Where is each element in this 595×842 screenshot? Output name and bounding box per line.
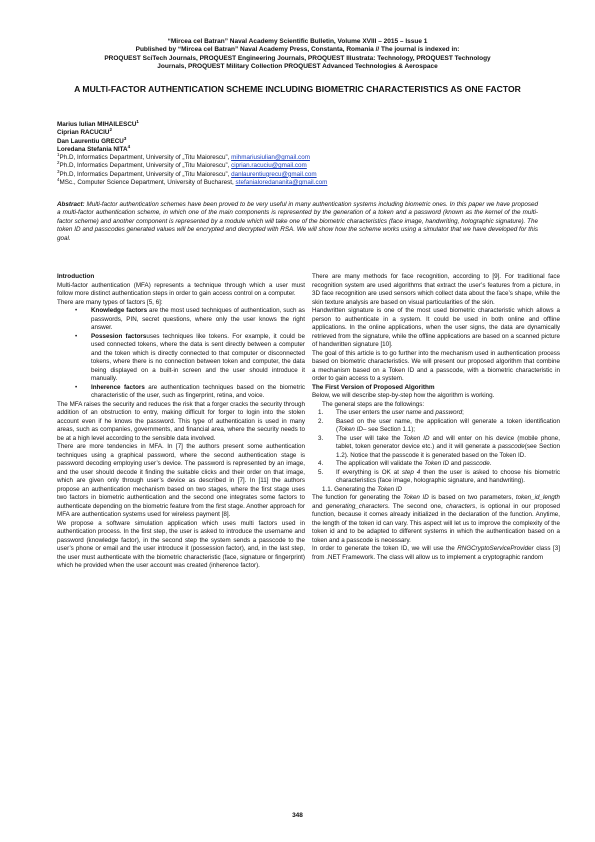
- paragraph: Handwritten signature is one of the most used biometric characteristic which allows a person to authenticate in a system. It could be used in both online and offline applications. In the online applications, when the user signs, the data are dynamically retrieved from the signature, while the offline applications are based on a scanned picture of handwritten signature [10].: [312, 307, 560, 348]
- paper-title: A MULTI-FACTOR AUTHENTICATION SCHEME INCLUDING BIOMETRIC CHARACTERISTICS AS ONE FACTOR: [74, 84, 521, 94]
- paragraph: The MFA raises the security and reduces the risk that a forger cracks the security through addition of an obstruction to entry, making difficult for forger to login into the stolen account even if he knows the password. This type of authentication is used in many areas, such as companies, governments, and financial area, where the security needs to be at a high level according to the sensible data involved.: [57, 400, 305, 442]
- section-heading: Introduction: [57, 273, 95, 280]
- right-column: [312, 273, 560, 562]
- author-name: Marius Iulian MIHAILESCU$^1$: [57, 118, 139, 128]
- paragraph: Multi-factor authentication (MFA) represents a technique through which a user must follow more distinct authentication steps in order to gain access control on a computer.: [57, 281, 305, 297]
- page-number: 348: [292, 812, 303, 819]
- bullet-item: • Possesion factorsuses techniques like tokens. For example, it could be used connected tokens, where the data is sent directly between a computer and the token which is directly connected to that computer or disconnected tokens, where there is no connection between token and computer, the data being displayed on a built-in screen and the user should introduce it manually.: [75, 332, 306, 382]
- paragraph: Below, we will describe step-by-step how the algorithm is working.: [312, 392, 495, 399]
- left-column: [57, 273, 305, 571]
- paragraph: There are many types of factors [5, 6]:: [57, 298, 163, 306]
- author-email-link[interactable]: mihmariusiulian@gmail.com: [231, 154, 310, 162]
- author-name: Dan Laurentiu GRECU$^3$: [57, 135, 127, 145]
- affiliation: $^2$Ph.D, Informatics Department, University of „Titu Maiorescu”, ciprian.racuciu@gmail.com: [57, 160, 307, 170]
- header-line-1: “Mircea cel Batran” Naval Academy Scientific Bulletin, Volume XVIII – 2015 – Issue 1: [167, 38, 428, 45]
- affiliation: $^3$Ph.D, Informatics Department, University of „Titu Maiorescu”, danlaurentiugrecu@gmail.com: [57, 168, 317, 178]
- paragraph: The function for generating the Token ID is based on two parameters, token_id_length and generating_characters. The second one, characters, is optional in our proposed function, because it comes already initialized in the declaration of the function. Anytime, the length of the token id can vary. This aspect will let us to improve the complexity of the token id and to be adapted to different systems in which the authentication based on a token and a passcode is necessary.: [312, 494, 560, 544]
- author-email-link[interactable]: ciprian.racuciu@gmail.com: [231, 162, 307, 170]
- step-item: 1. The user enters the user name and password;: [318, 409, 464, 416]
- paragraph: There are more tendencies in MFA. In [7] the authors present some authentication techniques using a graphical password, where the second authentication stage is password decoding employing user’s device. The password is represented by an image, and the user should decode it finding the suitable clicks and their order on that image, which are given only through user’s device as described in [7]. In [11] the authors propose an authentication mechanism based on two stages, where the first stage uses two factors in biometric authentication and the second one integrates some factors to authenticate depending on the biometric feature from the first stage. Another approach for MFA are authentication systems used for wireless payment [8].: [57, 443, 305, 518]
- step-item: 2. Based on the user name, the application will generate a token identification (Token ID– see Section 1.1);: [318, 417, 560, 433]
- section-heading: The First Version of Proposed Algorithm: [312, 383, 435, 391]
- step-item: 4. The application will validate the Token ID and passcode.: [318, 460, 492, 467]
- journal-header: [40, 38, 555, 72]
- bullet-item: • Inherence factors are authentication techniques based on the biometric characteristic of the user, such as fingerprint, retina, and voice.: [75, 383, 305, 399]
- author-email-link[interactable]: danlaurentiugrecu@gmail.com: [231, 170, 317, 178]
- abstract: [57, 201, 538, 243]
- paragraph: In order to generate the token ID, we will use the RNGCryptoServiceProvider class [3] from .NET Framework. The class will allow us to implement a cryptographic random: [312, 545, 560, 561]
- paragraph: The goal of this article is to go further into the mechanism used in authentication process based on biometric characteristics. We will present our proposed algorithm that combine a mechanism based on a Token ID and a passcode, with a biometric characteristic in order to gain access to a system.: [312, 349, 560, 382]
- bullet-item: • Knowledge factors are the most used techniques of authentication, such as passwords, PIN, secret questions, where only the user knows the right answer.: [75, 307, 305, 331]
- step-item: 5. If everything is OK at step 4 then the user is asked to choose his biometric characteristics (face image, holographic signature, and handwriting).: [318, 468, 561, 484]
- affiliation: $^1$Ph.D, Informatics Department, University of „Titu Maiorescu”, mihmariusiulian@gmail.com: [57, 152, 310, 162]
- author-name: Ciprian RACUCIU$^2$: [57, 127, 112, 137]
- paragraph: We propose a software simulation application which uses multi factors used in authentication process. In the first step, the user is asked to introduce the username and password (knowledge factor), in the second step the system sends a passcode to the user’s phone or email and the user introduce it (possession factor), and, in the last step, the user must authenticate with the biometric characteristic (face, signature or fingerprint) which he provided when the user account was created (inherence factor).: [57, 519, 305, 569]
- header-line-4: Journals, PROQUEST Military Collection PROQUEST Advanced Technologies & Aerospace: [157, 63, 438, 71]
- abstract-label: Abstract:: [57, 201, 85, 208]
- header-line-3: PROQUEST SciTech Journals, PROQUEST Engineering Journals, PROQUEST Illustrata: Technology, PROQUEST Technology: [104, 54, 491, 62]
- header-line-2: Published by “Mircea cel Batran” Naval Academy Press, Constanta, Romania // The journal is indexed in:: [135, 46, 460, 54]
- author-block: [57, 118, 537, 187]
- paragraph: The general steps are the followings:: [322, 400, 425, 408]
- abstract-text: Multi-factor authentication schemes have been proved to be very useful in many authentication systems including biometric ones. In this paper we have proposed a multi-factor authentication scheme, in which one of the main components is represented by the generation of a token and a password (known as the kernel of the multi-factor scheme) and another component is represented by a module which will take one of the biometric characteristics (face image, handwriting, holographic signature). The token ID and passcodes generated values will be encrypted and decrypted with RSA. We will show how the scheme works using a simulator that we have developed for this goal.: [57, 201, 538, 242]
- affiliation: $^4$MSc., Computer Science Department, University of Bucharest, stefanialoredananita@gmail.com: [57, 176, 328, 187]
- author-name: Loredana Stefania NITA$^4$: [57, 143, 131, 153]
- step-item: 3. The user will take the Token ID and will enter on his device (mobile phone, tablet, token generator device etc.) and it will generate a passcode(see Section 1.2). Notice that the passcode it is generated based on the Token ID.: [318, 434, 560, 459]
- author-email-link[interactable]: stefanialoredananita@gmail.com: [235, 179, 328, 187]
- paragraph: There are many methods for face recognition, according to [9]. For traditional face recognition system are used algorithms that extract the user’s features from a picture, in 3D face recognition are used sensors which collect data about the face’s shape, while the skin texture analysis are based on visual particularities of the skin.: [312, 273, 560, 306]
- subsection-heading: 1.1. Generating the Token ID: [322, 485, 403, 493]
